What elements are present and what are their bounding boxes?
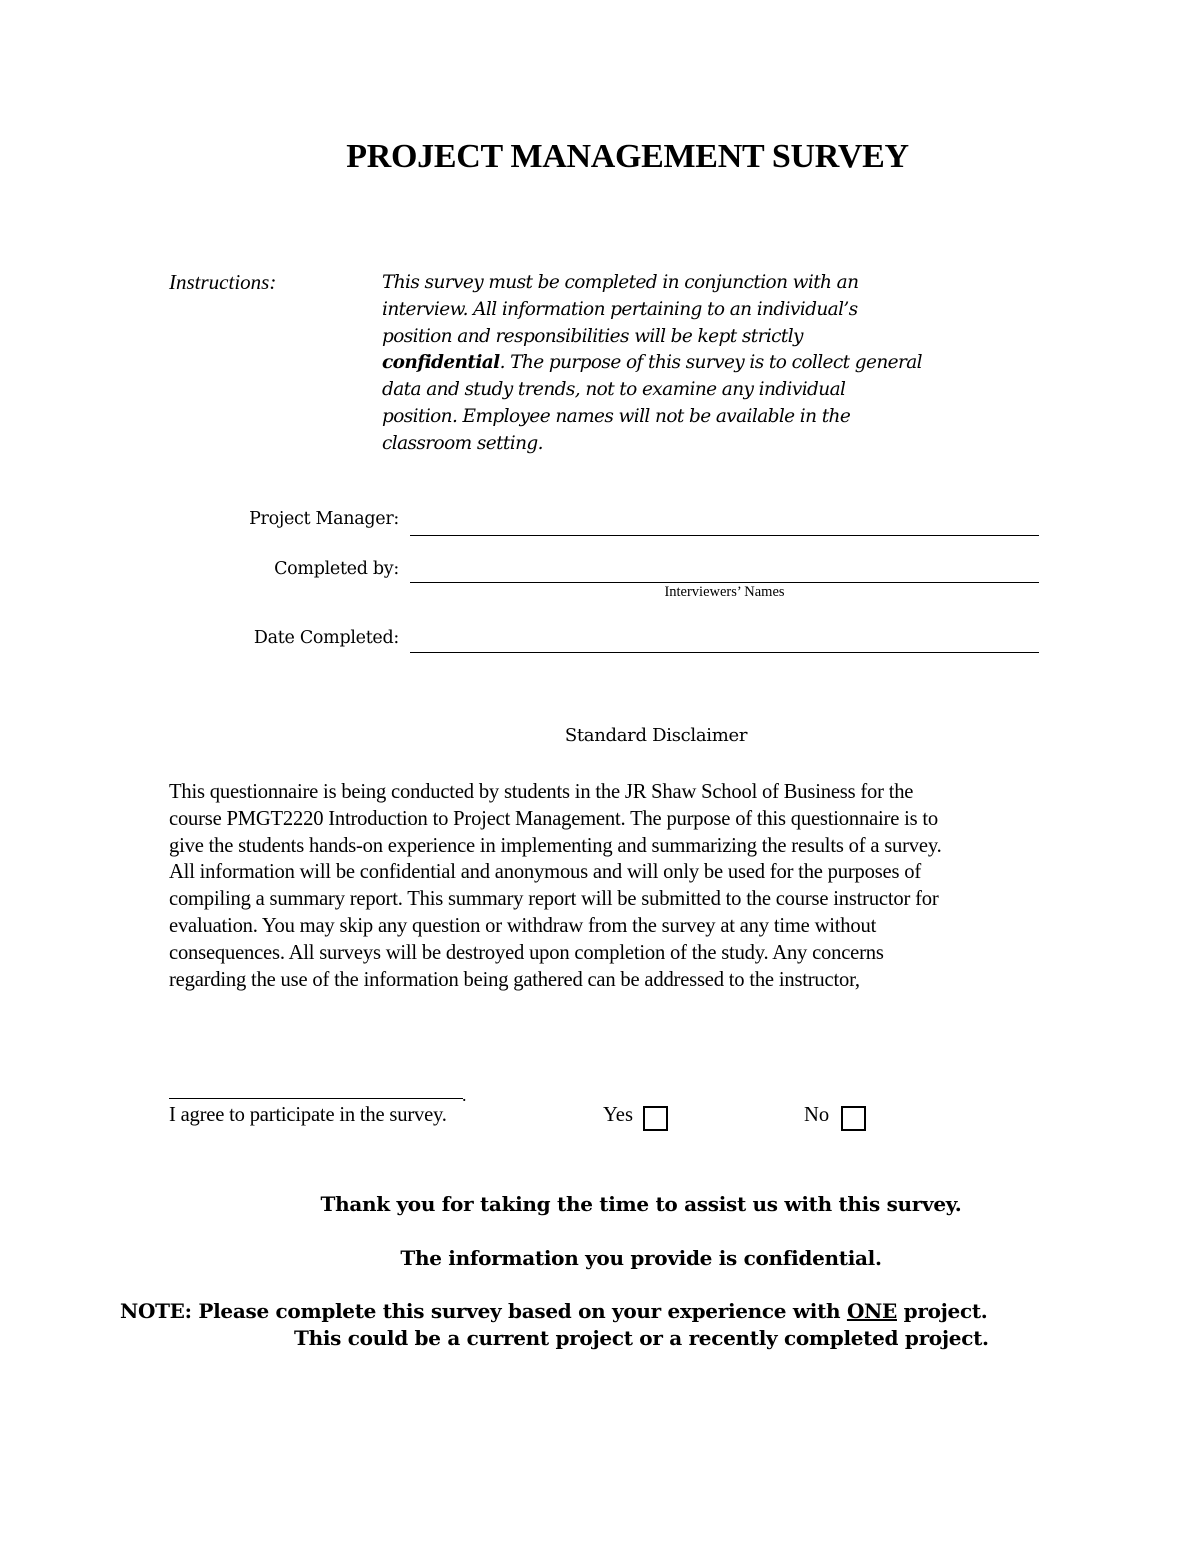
project-manager-field[interactable] xyxy=(410,535,1039,536)
no-label: No xyxy=(804,1104,830,1126)
signature-dot: . xyxy=(462,1085,467,1105)
agree-text: I agree to participate in the survey. xyxy=(169,1104,447,1126)
date-completed-field[interactable] xyxy=(410,652,1039,653)
instructions-text-part-1: This survey must be completed in conjunction with an interview. All information pertaining to an individual’s position and responsibilities will be kept strictly xyxy=(382,272,859,347)
note-prefix: NOTE: Please complete this survey based on your experience with xyxy=(120,1299,847,1323)
date-completed-label: Date Completed: xyxy=(253,628,399,648)
yes-label: Yes xyxy=(603,1104,633,1126)
instructions-text xyxy=(382,270,1062,458)
thank-you-text: Thank you for taking the time to assist us with this survey. xyxy=(320,1192,962,1216)
instructions-label: Instructions: xyxy=(169,270,277,294)
disclaimer-body: This questionnaire is being conducted by students in the JR Shaw School of Business for the course PMGT2220 Introduction to Project Management. The purpose of this questionnaire is to give the students hands-on experience in implementing and summarizing the results of a survey. All information will be confidential and anonymous and will only be used for the purposes of compiling a summary report. This summary report will be submitted to the course instructor for evaluation. You may skip any question or withdraw from the survey at any time without consequences. All surveys will be destroyed upon completion of the study. Any concerns regarding the use of the information being gathered can be addressed to the instructor, xyxy=(169,781,942,991)
completed-by-label: Completed by: xyxy=(274,559,399,579)
instructions-confidential-emphasis: confidential xyxy=(382,352,500,374)
note-suffix: project. xyxy=(897,1299,988,1323)
yes-checkbox[interactable] xyxy=(643,1106,668,1131)
note-line-2: This could be a current project or a recently completed project. xyxy=(294,1326,989,1350)
project-manager-label: Project Manager: xyxy=(249,509,399,529)
note-one-emphasis: ONE xyxy=(846,1299,897,1323)
disclaimer-heading: Standard Disclaimer xyxy=(564,725,748,746)
no-checkbox[interactable] xyxy=(841,1106,866,1131)
instructions-text-part-2: . The purpose of this survey is to collect general data and study trends, not to examine any individual position. Employee names will not be available in the classroom setting. xyxy=(382,352,922,454)
signature-line[interactable] xyxy=(169,1098,463,1099)
interviewers-names-note: Interviewers’ Names xyxy=(664,584,785,600)
completed-by-field[interactable] xyxy=(410,582,1039,583)
confidential-statement: The information you provide is confidential. xyxy=(400,1246,882,1270)
page-title: PROJECT MANAGEMENT SURVEY xyxy=(346,138,909,175)
note-line-1 xyxy=(120,1299,987,1323)
